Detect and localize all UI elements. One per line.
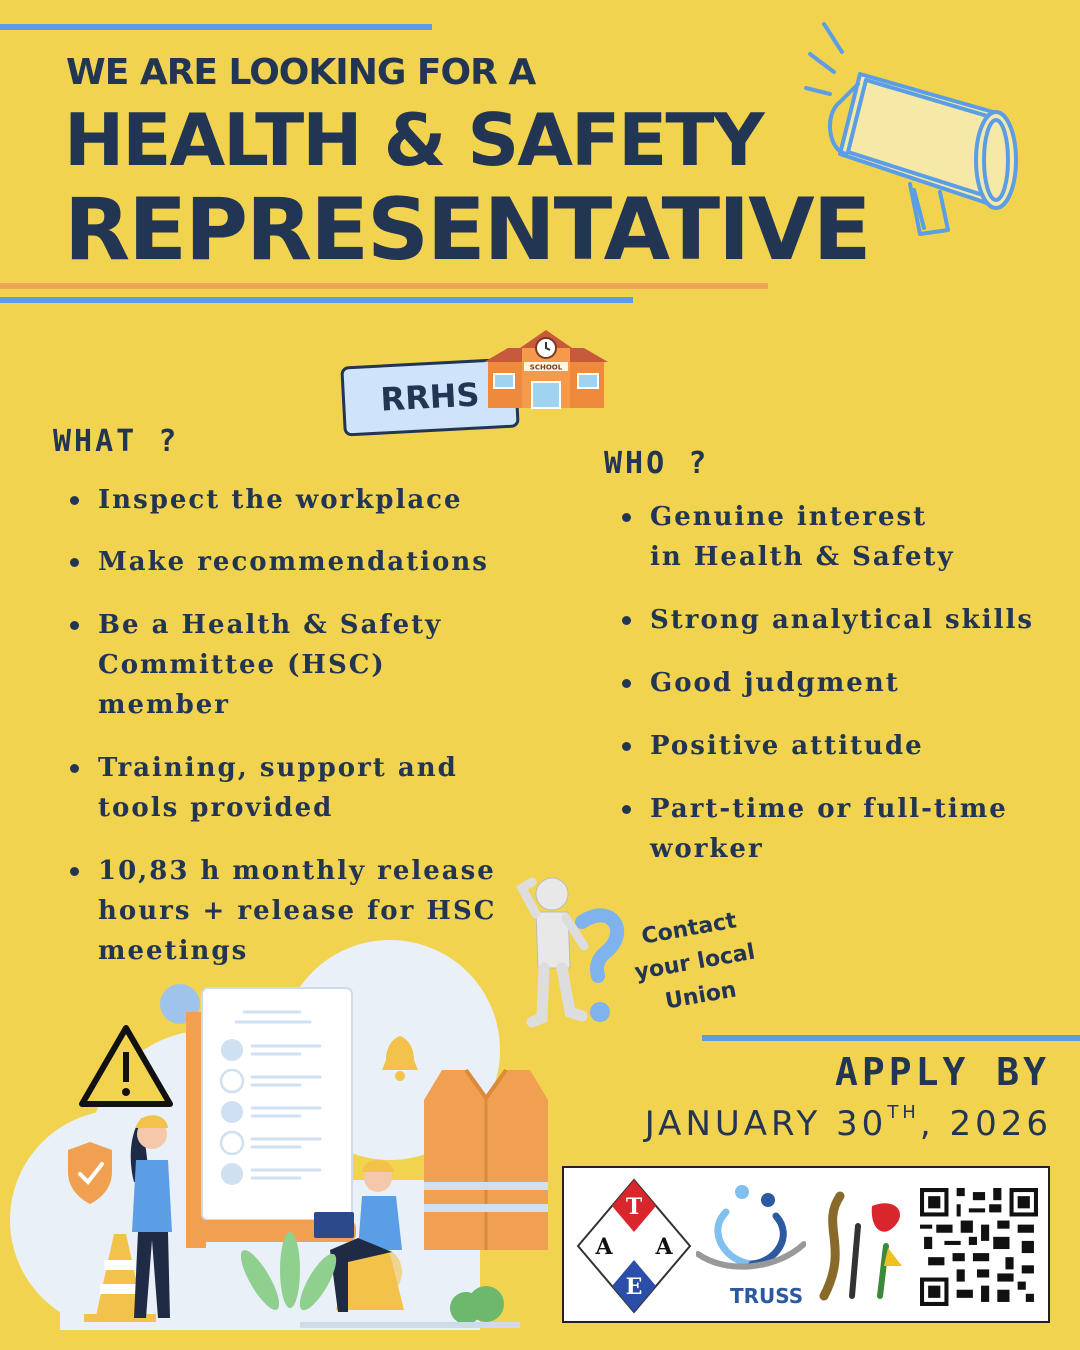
- who-list: [622, 497, 1062, 869]
- school-tag: RRHS: [340, 357, 519, 436]
- svg-text:E: E: [625, 1274, 643, 1300]
- list-item: Good judgment: [622, 663, 1062, 703]
- who-heading: WHO ?: [604, 446, 710, 481]
- spp-logo: [810, 1186, 908, 1306]
- list-item: 10,83 h monthly release hours + release for HSC meetings: [70, 851, 568, 971]
- qr-code-icon: [920, 1188, 1038, 1306]
- headline-main: HEALTH & SAFETY: [64, 98, 763, 182]
- list-item: Strong analytical skills: [622, 600, 1062, 640]
- contact-union-note: Contact your local Union: [632, 908, 758, 1015]
- list-item: Genuine interest in Health & Safety: [622, 497, 970, 577]
- list-item: Make recommendations: [70, 542, 560, 582]
- truss-wordmark: TRUSS: [730, 1284, 804, 1308]
- aeta-logo: [574, 1176, 694, 1316]
- headline-intro: WE ARE LOOKING FOR A: [66, 52, 536, 93]
- svg-text:A: A: [595, 1234, 613, 1260]
- what-heading: WHAT ?: [53, 424, 180, 459]
- list-item: Positive attitude: [622, 726, 1062, 766]
- apply-rule: [702, 1035, 1080, 1041]
- headline-role: REPRESENTATIVE: [64, 180, 870, 280]
- svg-text:T: T: [625, 1194, 643, 1220]
- school-building-icon: [484, 326, 608, 410]
- truss-logo: [696, 1182, 806, 1282]
- deadline-date: JANUARY 30TH, 2026: [644, 1102, 1052, 1144]
- school-sign-text: SCHOOL: [529, 363, 563, 372]
- apply-by-label: APPLY BY: [834, 1050, 1050, 1094]
- header-rule-blue: [0, 297, 633, 303]
- header-rule-orange: [0, 283, 768, 289]
- list-item: Inspect the workplace: [70, 480, 560, 520]
- list-item: Be a Health & Safety Committee (HSC) member: [70, 605, 498, 725]
- svg-text:A: A: [655, 1234, 673, 1260]
- what-list: [70, 480, 560, 971]
- union-logos-panel: [562, 1166, 1050, 1323]
- list-item: Training, support and tools provided: [70, 748, 548, 828]
- top-rule: [0, 24, 432, 30]
- megaphone-icon: [800, 14, 1040, 254]
- list-item: Part-time or full-time worker: [622, 789, 1030, 869]
- safety-illustration: [0, 920, 560, 1340]
